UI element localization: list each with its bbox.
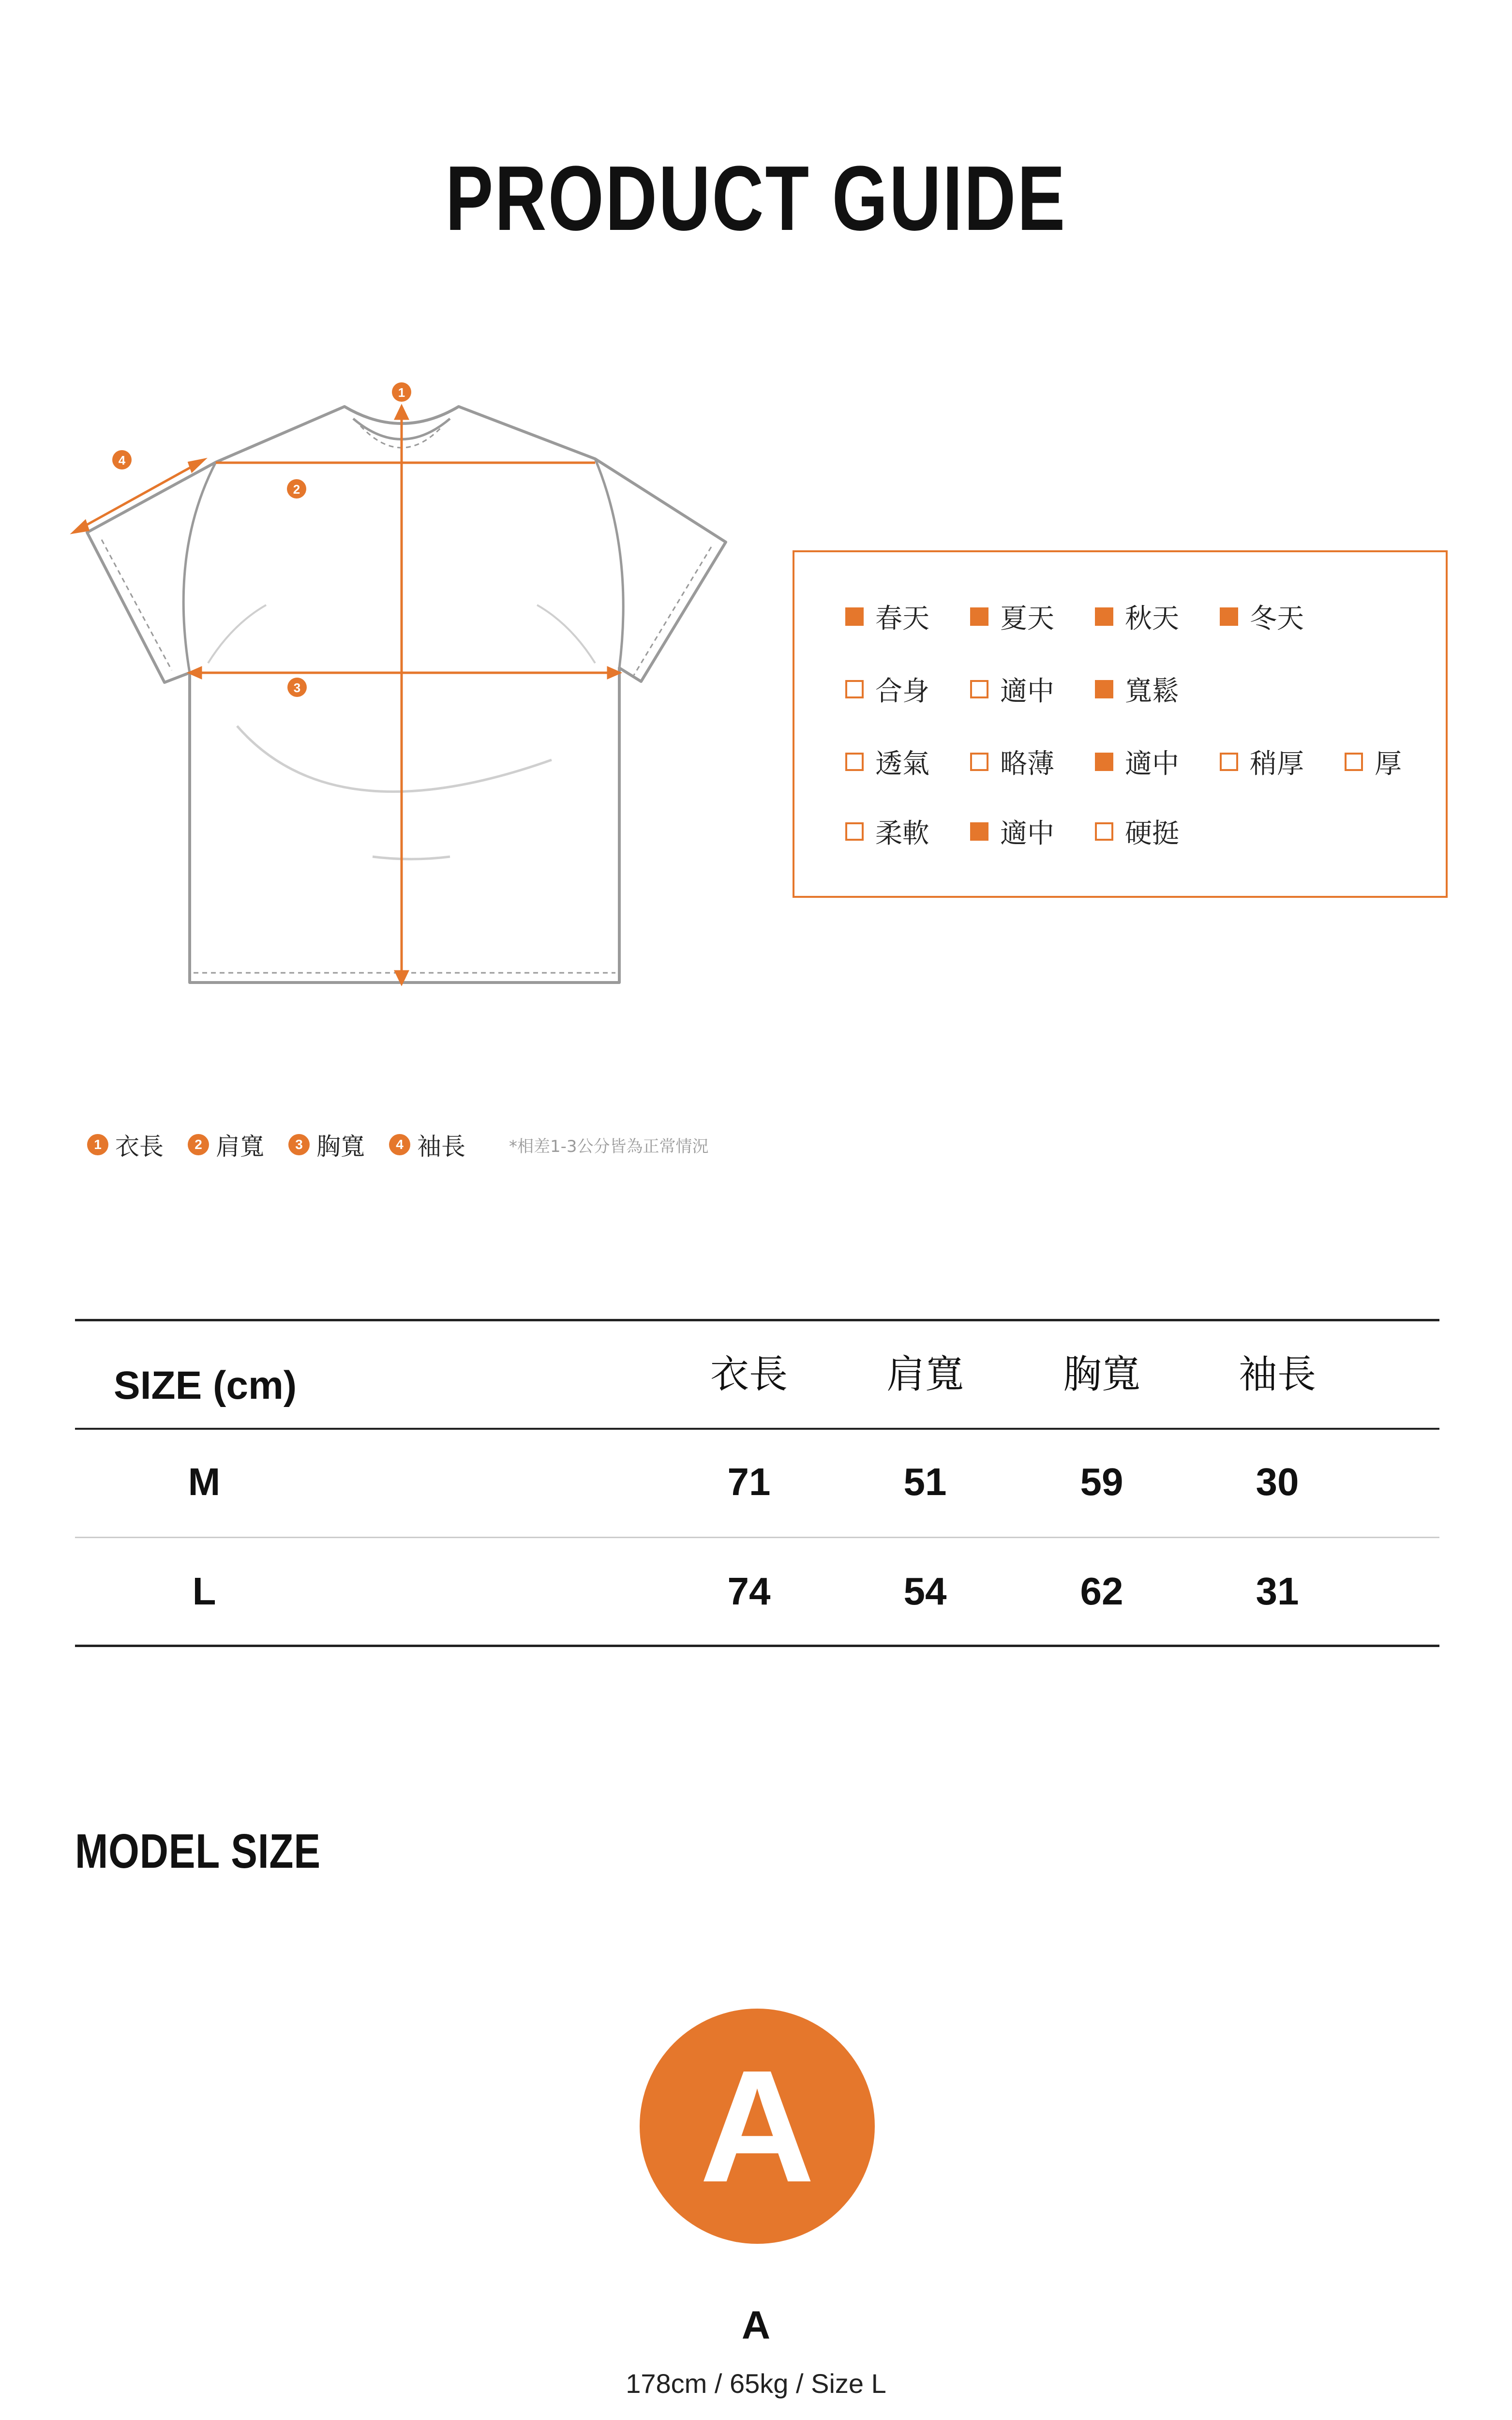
size-value: 51	[903, 1460, 947, 1503]
size-value: 62	[1080, 1570, 1123, 1613]
column-header: 肩寬	[886, 1352, 964, 1397]
size-value: 71	[727, 1460, 771, 1503]
model-avatar-letter: A	[699, 2037, 815, 2215]
checked-box-icon	[1095, 680, 1113, 698]
attribute-label: 略薄	[1000, 748, 1054, 780]
attribute-label: 春天	[875, 603, 929, 635]
column-header: 袖長	[1239, 1352, 1316, 1397]
tshirt-measurement-diagram	[63, 373, 740, 992]
unchecked-box-icon	[1345, 753, 1363, 771]
attribute-label: 夏天	[1000, 603, 1054, 635]
unchecked-box-icon	[845, 753, 864, 771]
legend-number-badge: 3	[288, 1134, 310, 1155]
size-label: L	[192, 1570, 216, 1613]
column-header: 胸寬	[1063, 1352, 1140, 1397]
legend-number-badge: 1	[87, 1134, 108, 1155]
measurement-lines	[74, 407, 619, 983]
unchecked-box-icon	[970, 680, 988, 698]
attribute-label: 透氣	[875, 748, 929, 780]
legend-label: 衣長	[115, 1133, 164, 1161]
attribute-item	[1095, 812, 1220, 851]
legend-note: *相差1-3公分皆為正常情況	[509, 1136, 709, 1156]
size-label: M	[188, 1460, 221, 1503]
attribute-item	[845, 670, 970, 709]
attribute-item	[970, 670, 1095, 709]
attribute-label: 冬天	[1250, 603, 1304, 635]
checked-box-icon	[1220, 607, 1238, 626]
attribute-label: 柔軟	[875, 818, 929, 849]
attribute-item	[845, 597, 970, 636]
attribute-label: 硬挺	[1125, 818, 1179, 849]
attribute-label: 合身	[875, 676, 929, 707]
measurement-legend	[87, 1125, 709, 1164]
attribute-item	[845, 742, 970, 781]
size-table-header: SIZE (cm)	[114, 1363, 297, 1407]
attribute-item	[1095, 597, 1220, 636]
attribute-item	[1095, 670, 1220, 709]
attribute-row	[845, 597, 1345, 636]
checked-box-icon	[845, 607, 864, 626]
attribute-row	[845, 812, 1220, 851]
attribute-row	[845, 670, 1220, 709]
attribute-label: 稍厚	[1250, 748, 1304, 780]
attribute-item	[970, 812, 1095, 851]
column-header: 衣長	[710, 1352, 788, 1397]
size-value: 54	[903, 1570, 947, 1613]
unchecked-box-icon	[970, 753, 988, 771]
legend-label: 肩寬	[216, 1133, 264, 1161]
marker-4: 4	[118, 453, 126, 468]
attribute-item	[1220, 742, 1345, 781]
checked-box-icon	[1095, 753, 1113, 771]
attribute-label: 適中	[1000, 676, 1054, 707]
unchecked-box-icon	[845, 680, 864, 698]
size-value: 30	[1256, 1460, 1299, 1503]
legend-item	[389, 1127, 465, 1162]
tshirt-outline-icon	[87, 407, 726, 983]
attribute-item	[970, 597, 1095, 636]
attribute-item	[1095, 742, 1220, 781]
attribute-item	[970, 742, 1095, 781]
attribute-label: 秋天	[1125, 603, 1179, 635]
attribute-row	[845, 742, 1469, 781]
fabric-attributes-box	[793, 550, 1448, 898]
model-measurements: 178cm / 65kg / Size L	[626, 2368, 886, 2399]
attribute-item	[845, 812, 970, 851]
model-name: A	[741, 2303, 771, 2347]
legend-item	[288, 1127, 365, 1162]
legend-label: 胸寬	[316, 1133, 365, 1161]
unchecked-box-icon	[1220, 753, 1238, 771]
table-header-rule	[75, 1428, 1439, 1430]
marker-3: 3	[293, 681, 301, 695]
attribute-label: 厚	[1375, 748, 1402, 780]
legend-label: 袖長	[417, 1133, 465, 1161]
legend-number-badge: 2	[188, 1134, 209, 1155]
table-top-rule	[75, 1319, 1439, 1321]
size-value: 31	[1256, 1570, 1299, 1613]
checked-box-icon	[970, 607, 988, 626]
unchecked-box-icon	[845, 822, 864, 841]
attribute-item	[1345, 742, 1469, 781]
model-size-title: MODEL SIZE	[75, 1824, 321, 1878]
checked-box-icon	[1095, 607, 1113, 626]
page-title: PRODUCT GUIDE	[445, 147, 1067, 250]
checked-box-icon	[970, 822, 988, 841]
model-avatar	[640, 2009, 875, 2244]
size-value: 74	[727, 1570, 771, 1613]
unchecked-box-icon	[1095, 822, 1113, 841]
table-bottom-rule	[75, 1645, 1439, 1647]
legend-item	[87, 1127, 164, 1162]
legend-item	[188, 1127, 264, 1162]
table-row-divider	[75, 1537, 1439, 1538]
attribute-label: 寬鬆	[1125, 676, 1179, 707]
marker-2: 2	[293, 482, 300, 497]
legend-number-badge: 4	[389, 1134, 410, 1155]
attribute-label: 適中	[1000, 818, 1054, 849]
size-value: 59	[1080, 1460, 1123, 1503]
attribute-label: 適中	[1125, 748, 1179, 780]
attribute-item	[1220, 597, 1345, 636]
marker-1: 1	[398, 385, 405, 400]
